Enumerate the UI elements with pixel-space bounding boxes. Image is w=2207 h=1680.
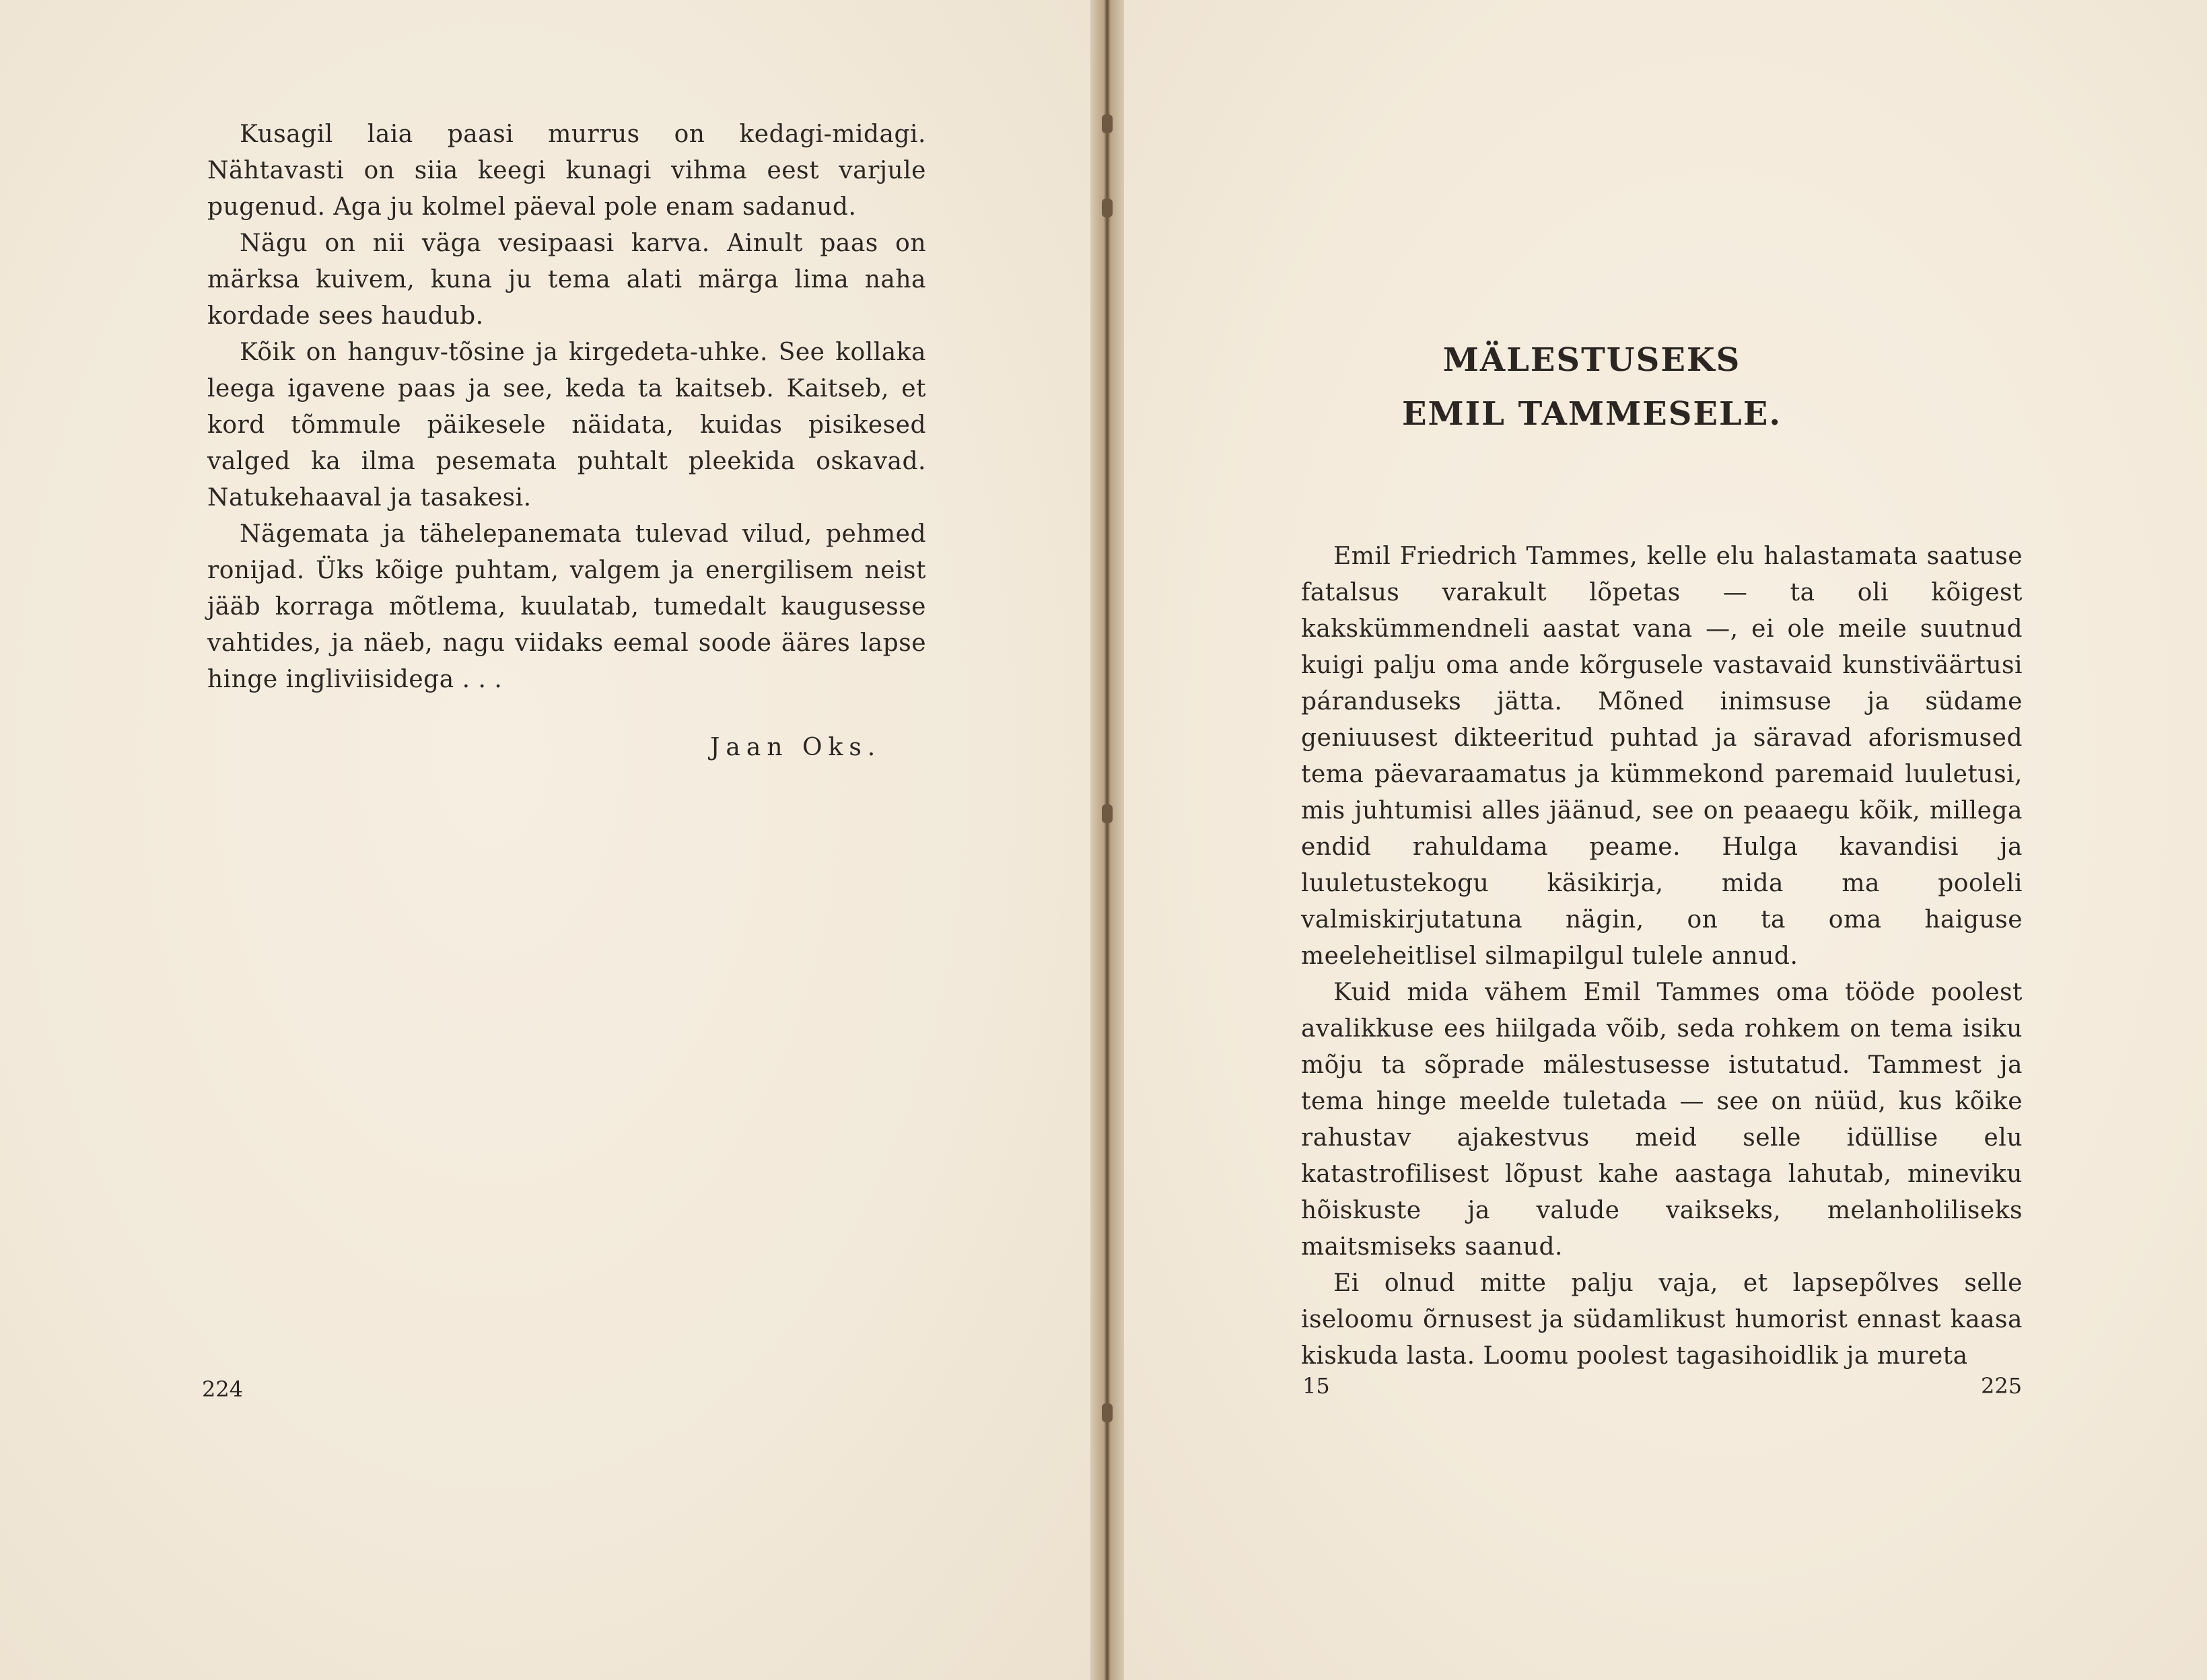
page-number: 224 — [202, 1376, 244, 1402]
signature-mark: 15 — [1302, 1373, 1330, 1399]
binding-stitch — [1102, 804, 1113, 823]
left-page — [0, 0, 1090, 1680]
paragraph: Kuid mida vähem Emil Tammes oma tööde poolest avalikkuse ees hiilgada võib, seda rohkem on tema isiku mõju ta sõprade mälestusesse istutatud. Tammest ja tema hinge meelde tuletada — see on nüüd, kus kõike rahustav ajakestvus meid selle idüllise elu katastrofilisest lõpust kahe aastaga lahutab, mineviku hõiskuste ja valude vaikseks, melanholiliseks maitsmiseks saanud. — [1301, 979, 2023, 1261]
paragraph: Kõik on hanguv-tõsine ja kirgedeta-uhke. See kollaka leega igavene paas ja see, keda ta kaitseb. Kaitseb, et kord tõmmule päikesele näidata, kuidas pisikesed valged ka ilma pesemata puhtalt pleekida oskavad. Natukehaaval ja tasakesi. — [207, 339, 926, 512]
page-number: 225 — [1981, 1373, 2023, 1399]
binding-stitch — [1102, 114, 1113, 133]
paragraph: Emil Friedrich Tammes, kelle elu halastamata saatuse fatalsus varakult lõpetas — ta oli kõigest kakskümmendneli aastat vana —, ei ole meile suutnud kuigi palju oma ande kõrgusele vastavaid kunstiväärtusi páranduseks jätta. Mõned inimsuse ja südame geniuusest dikteeritud puhtad ja säravad aforismused tema päevaraamatus ja kümmekond paremaid luuletusi, mis juhtumisi alles jäänud, see on peaaegu kõik, millega endid rahuldama peame. Hulga kavandisi ja luuletustekogu käsikirja, mida ma pooleli valmiskirjutatuna nägin, on ta oma haiguse meeleheitlisel silmapilgul tulele annud. — [1301, 542, 2023, 970]
title-line: MÄLESTUSEKS — [1442, 341, 1741, 379]
paragraph: Nägu on nii väga vesipaasi karva. Ainult paas on märksa kuivem, kuna ju tema alati märga lima naha kordade sees haudub. — [207, 230, 926, 330]
binding-stitch — [1102, 199, 1113, 217]
left-page-text — [207, 116, 926, 698]
paragraph: Ei olnud mitte palju vaja, et lapsepõlves selle iseloomu õrnusest ja südamlikust humorist ennast kaasa kiskuda lasta. Loomu poolest tagasihoidlik ja mureta — [1301, 1269, 2023, 1370]
title-line: EMIL TAMMESELE. — [1401, 395, 1782, 433]
right-page-text — [1301, 538, 2023, 1374]
book-gutter — [1090, 0, 1124, 1680]
paragraph: Kusagil laia paasi murrus on kedagi-midagi. Nähtavasti on siia keegi kunagi vihma eest varjule pugenud. Aga ju kolmel päeval pole enam sadanud. — [207, 120, 926, 221]
binding-stitch — [1102, 1403, 1113, 1422]
author-signature: Jaan Oks. — [710, 734, 882, 761]
paragraph: Nägemata ja tähelepanemata tulevad vilud, pehmed ronijad. Üks kõige puhtam, valgem ja energilisem neist jääb korraga mõtlema, kuulatab, tumedalt kaugusesse vahtides, ja näeb, nagu viidaks eemal soode ääres lapse hinge ingliviisidega . . . — [207, 520, 926, 693]
article-title — [1299, 333, 1885, 441]
